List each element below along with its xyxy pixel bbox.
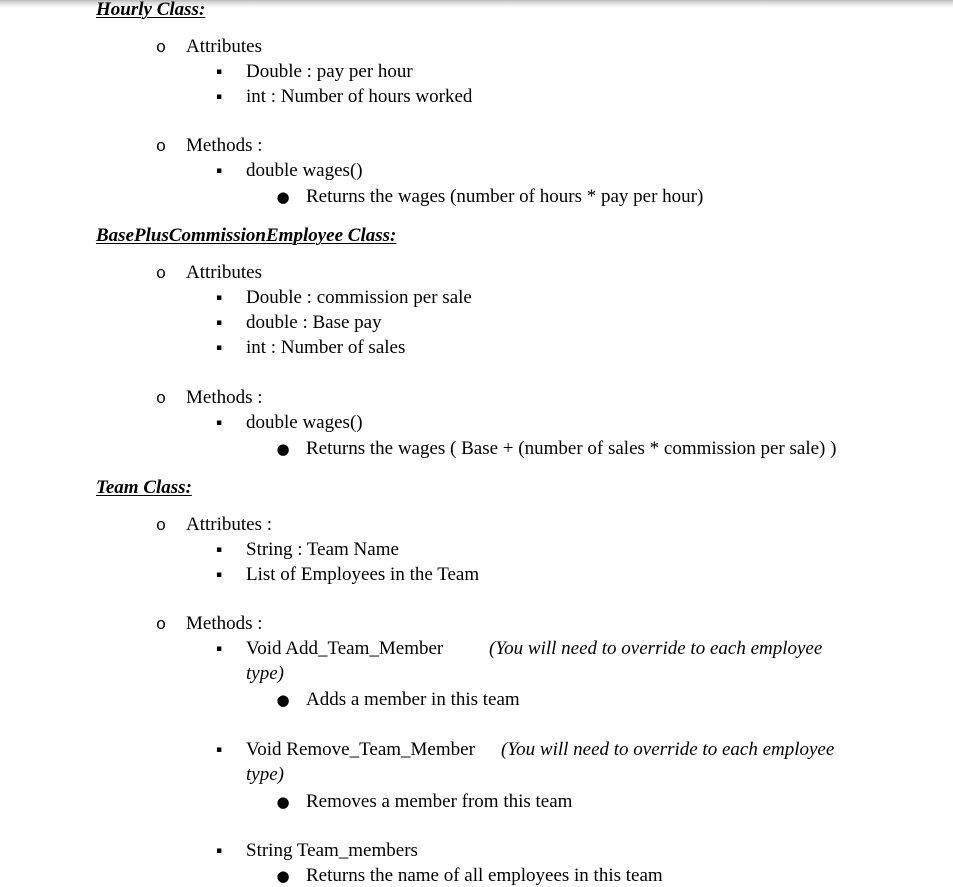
list-marker: ▪: [215, 318, 223, 328]
list-marker: ▪: [215, 545, 223, 555]
list-marker: ▪: [215, 745, 223, 755]
base-plus-method-name: double wages(): [246, 412, 363, 433]
team-attribute-item: String : Team Name: [246, 539, 399, 560]
team-attribute-item: List of Employees in the Team: [246, 564, 480, 585]
hourly-attribute-item: Double : pay per hour: [246, 61, 413, 82]
list-marker: o: [156, 515, 166, 534]
hourly-methods-label: Methods :: [186, 135, 263, 156]
list-marker: o: [156, 263, 166, 282]
team-method-description: Removes a member from this team: [306, 791, 573, 812]
hourly-attributes-label: Attributes: [186, 36, 262, 57]
base-plus-class-heading: BasePlusCommissionEmployee Class:: [96, 225, 397, 246]
list-marker: ▪: [215, 644, 223, 654]
list-marker: ●: [276, 867, 290, 885]
team-class-heading: Team Class:: [96, 477, 192, 498]
list-marker: o: [156, 37, 166, 56]
base-plus-attribute-item: Double : commission per sale: [246, 287, 472, 308]
list-marker: ▪: [215, 570, 223, 580]
team-method-note-continued: type): [246, 764, 284, 785]
list-marker: ●: [276, 691, 290, 709]
hourly-attribute-item: int : Number of hours worked: [246, 86, 473, 107]
list-marker: ▪: [215, 343, 223, 353]
base-plus-attribute-item: double : Base pay: [246, 312, 382, 333]
base-plus-attribute-item: int : Number of sales: [246, 337, 406, 358]
hourly-method-name: double wages(): [246, 160, 363, 181]
team-method-name: Void Remove_Team_Member: [246, 739, 475, 760]
list-marker: ▪: [215, 166, 223, 176]
team-method-name: String Team_members: [246, 840, 418, 861]
list-marker: ●: [276, 793, 290, 811]
list-marker: o: [156, 388, 166, 407]
list-marker: ●: [276, 440, 290, 458]
team-method-note: (You will need to override to each employee: [489, 638, 823, 659]
team-attributes-label: Attributes :: [186, 514, 273, 535]
list-marker: o: [156, 614, 166, 633]
list-marker: ▪: [215, 846, 223, 856]
list-marker: ▪: [215, 293, 223, 303]
list-marker: ▪: [215, 67, 223, 77]
base-plus-methods-label: Methods :: [186, 387, 263, 408]
list-marker: ▪: [215, 92, 223, 102]
list-marker: ●: [276, 188, 290, 206]
team-method-description: Adds a member in this team: [306, 689, 520, 710]
hourly-method-description: Returns the wages (number of hours * pay per hour): [306, 186, 704, 207]
team-method-note-continued: type): [246, 663, 284, 684]
base-plus-attributes-label: Attributes: [186, 262, 262, 283]
team-method-description: Returns the name of all employees in this team: [306, 865, 663, 886]
team-methods-label: Methods :: [186, 613, 263, 634]
hourly-class-heading: Hourly Class:: [96, 0, 206, 20]
list-marker: ▪: [215, 418, 223, 428]
list-marker: o: [156, 136, 166, 155]
base-plus-method-description: Returns the wages ( Base + (number of sales * commission per sale) ): [306, 438, 837, 459]
team-method-note: (You will need to override to each employee: [501, 739, 835, 760]
team-method-name: Void Add_Team_Member: [246, 638, 444, 659]
